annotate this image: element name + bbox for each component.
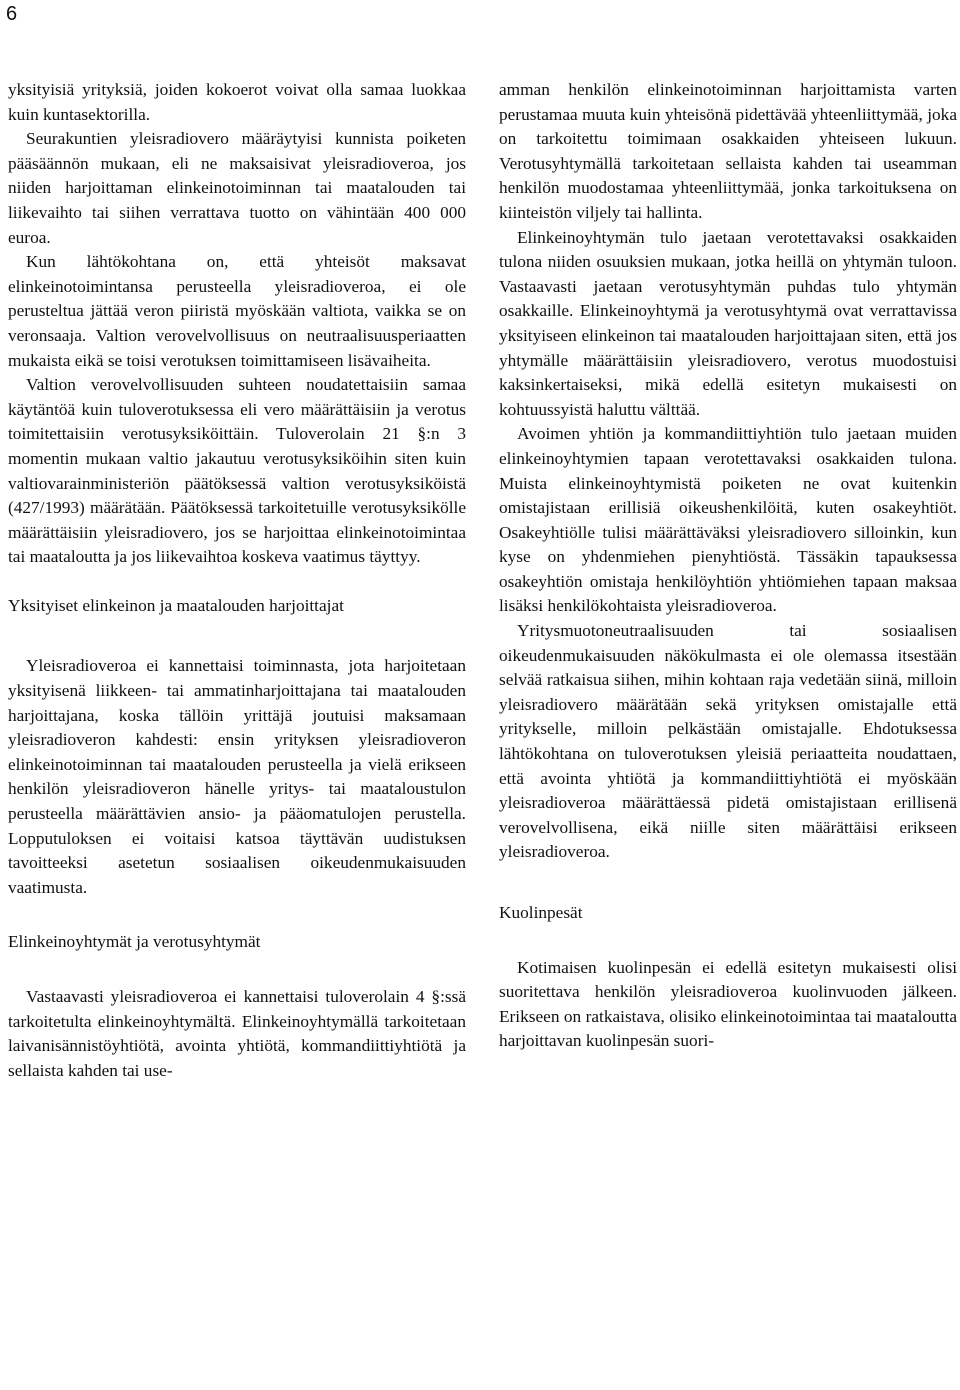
- right-paragraph-3: Avoimen yhtiön ja kommandiittiyhtiön tulo jaetaan muiden elinkeinoyhtymien tapaan verotettavaksi osakkaiden tulona. Muista elinkeinoyhtymistä poiketen ne ovat kuitenkin omistajistaan erillisiä oikeushenkilöitä, kuten osakeyhtiöt. Osakeyhtiölle tulisi määrättäväksi yleisradiovero silloinkin, kun kyse on yhdenmiehen pienyhtiöstä. Tässäkin tapauksessa osakeyhtiön omistaja henkilöyhtiön yhtiömiehen tapaan maksaa lisäksi henkilökohtaista yleisradioveroa.: [499, 424, 957, 616]
- section-heading-elinkeinoyhtymat: Elinkeinoyhtymät ja verotusyhtymät: [8, 932, 261, 952]
- section-heading-kuolinpesat: Kuolinpesät: [499, 903, 583, 922]
- left-paragraph-2: Seurakuntien yleisradiovero määräytyisi kunnista poiketen pääsäännön mukaan, eli ne maksaisivat yleisradioveroa, jos niiden harjoittaman elinkeinotoiminnan tai maatalouden tai liikevaihto tai siihen verrattava tuotto on vähintään 400 000 euroa.: [8, 129, 466, 247]
- left-paragraph-1: yksityisiä yrityksiä, joiden kokoerot voivat olla samaa luokkaa kuin kuntasektorilla.: [8, 80, 466, 124]
- right-paragraph-1: amman henkilön elinkeinotoiminnan harjoittamista varten perustamaa muuta kuin yhteisönä pidettävää yhteenliittymää, joka on tarkoitettu toimimaan osakkaiden yhteiseen lukuun. Verotusyhtymällä tarkoitetaan sellaista kahden tai useamman henkilön muodostamaa yhteenliittymää, jonka tarkoituksena on kiinteistön viljely tai hallinta.: [499, 80, 957, 222]
- left-column: [8, 78, 466, 1083]
- right-paragraph-5: Kotimaisen kuolinpesän ei edellä esitetyn mukaisesti olisi suoritettava henkilön yleisradioveroa kuolinvuoden jälkeen. Erikseen on ratkaistava, olisiko elinkeinotoimintaa tai maataloutta harjoittavan kuolinpesän suori-: [499, 957, 957, 1051]
- left-paragraph-4: Valtion verovelvollisuuden suhteen noudatettaisiin samaa käytäntöä kuin tuloverotuksessa eli vero määrättäisiin ja verotus toimitettaisiin verotusyksiköittäin. Tuloverolain 21 §:n 3 momentin mukaan valtio jakautuu verotusyksiköihin siten kuin valtiovarainministeriön päätöksessä valtion verotusyksiköistä (427/1993) määrätään. Päätöksessä tarkoitetuille verotusyksikölle määrättäisiin yleisradiovero, jos se harjoittaa elinkeinotoimintaa tai maataloutta ja jos liikevaihtoa koskeva vaatimus täyttyy.: [8, 375, 466, 567]
- left-paragraph-3: Kun lähtökohtana on, että yhteisöt maksavat elinkeinotoimintansa perusteella yleisradioveroa, ei ole perusteltua jättää veron piiristä myöskään valtiota, vaikka se on veronsaaja. Valtion verovelvollisuus on neutraalisuusperiaatten mukaista eikä se toisi verotuksen toimittamiseen lisävaiheita.: [8, 252, 466, 370]
- page-number: 6: [6, 3, 18, 25]
- right-column: [499, 78, 957, 1054]
- left-paragraph-6: Vastaavasti yleisradioveroa ei kannettaisi tuloverolain 4 §:ssä tarkoitetulta elinkeinoyhtymältä. Elinkeinoyhtymällä tarkoitetaan laivanisännistöyhtiötä, avointa yhtiötä, kommandiittiyhtiötä ja sellaista kahden tai use-: [8, 987, 466, 1080]
- section-heading-yksityiset: Yksityiset elinkeinon ja maatalouden harjoittajat: [8, 595, 344, 615]
- left-paragraph-5: Yleisradioveroa ei kannettaisi toiminnasta, jota harjoitetaan yksityisenä liikkeen- tai ammatinharjoittajana tai maatalouden harjoittajana, koska tällöin yrittäjä joutuisi maksamaan yleisradioveron kahdesti: ensin yrityksen yleisradioveron elinkeinotoiminnan tai maatalouden perusteella ja vielä erikseen henkilön yleisradioveron hänelle yritys- tai maataloustulon perusteella määrättävien ansio- ja pääomatulojen perustella. Lopputuloksen ei voitaisi katsoa täyttävän uudistuksen tavoitteeksi asetetun sosiaalisen oikeudenmukaisuuden vaatimusta.: [8, 656, 466, 897]
- right-paragraph-2: Elinkeinoyhtymän tulo jaetaan verotettavaksi osakkaiden tulona niiden osuuksien mukaan, jotka heillä on yhtymän tuloon. Vastaavasti jaetaan verotusyhtymän puhdas tulo yhtymän osakkaille. Elinkeinoyhtymä ja verotusyhtymä ovat verrattavissa yksityiseen elinkeinon tai maatalouden harjoittajaan siten, että jos yhtymälle määrättäisiin yleisradiovero, verotus muodostuisi kaksinkertaiseksi, mikä edellä esitetyn mukaisesti on kohtuussyistä haluttu välttää.: [499, 227, 957, 419]
- right-paragraph-4: Yritysmuotoneutraalisuuden tai sosiaalisen oikeudenmukaisuuden näkökulmasta ei ole olemassa itsestään selvää ratkaisua siihen, mihin kohtaan raja vedetään siinä, milloin yleisradiovero määrätään sekä yrityksen omistajalle että yritykselle, milloin pelkästään omistajalle. Ehdotuksessa lähtökohtana on tuloverotuksen yleisiä periaatteita noudattaen, että avointa yhtiötä ja kommandiittiyhtiötä ei myöskään yleisradioveroa määrättäessä pidetä omistajistaan erillisenä verovelvollisena, eikä niille siten määrättäisi erikseen yleisradioveroa.: [499, 621, 957, 862]
